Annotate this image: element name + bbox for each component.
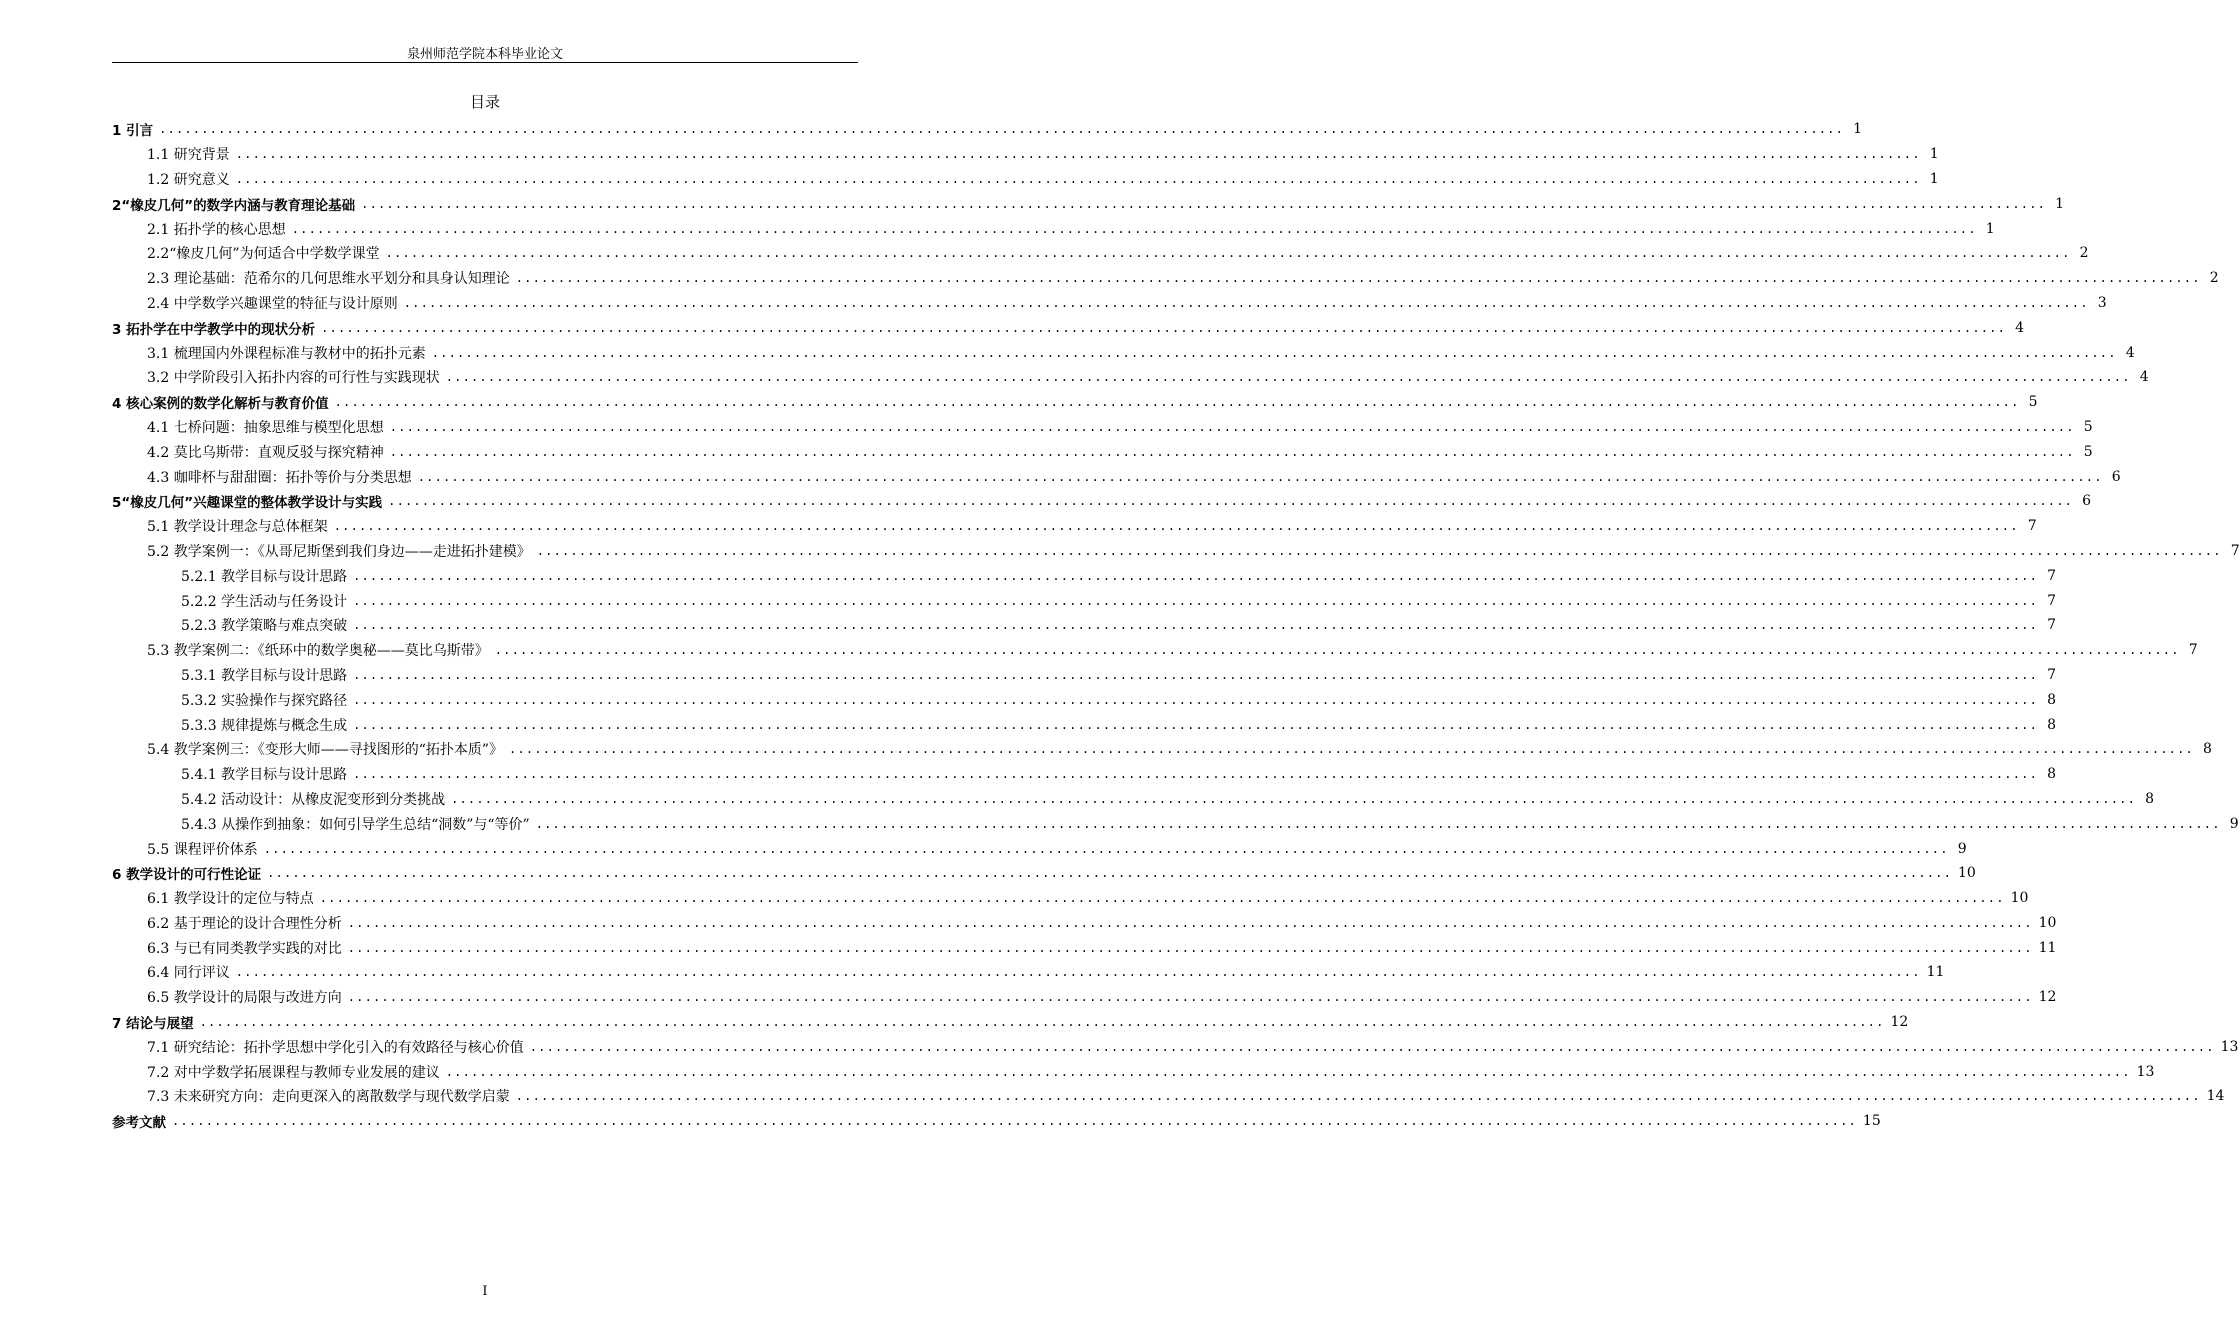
toc-dot-leader: ........................................................................................................................................................................................................	[451, 791, 2136, 806]
toc-entry[interactable]	[112, 439, 2093, 464]
toc-dot-leader: ........................................................................................................................................................................................................	[535, 816, 2221, 831]
toc-entry[interactable]	[112, 811, 2239, 836]
toc-entry-page: 1	[2055, 195, 2065, 212]
toc-entry-label: 5.2.2 学生活动与任务设计	[181, 593, 348, 610]
toc-entry-label: 5“橡皮几何”兴趣课堂的整体教学设计与实践	[112, 495, 383, 512]
toc-dot-leader: ........................................................................................................................................................................................................	[235, 171, 1921, 186]
toc-dot-leader: ........................................................................................................................................................................................................	[445, 370, 2131, 385]
toc-entry-label: 2.3 理论基础：范希尔的几何思维水平划分和具身认知理论	[147, 271, 510, 288]
toc-entry[interactable]	[112, 464, 2121, 489]
toc-entry[interactable]	[112, 365, 2149, 390]
toc-entry-page: 15	[1862, 1113, 1881, 1130]
toc-entry-label: 6.3 与已有同类教学实践的对比	[147, 940, 342, 957]
header-rule	[112, 62, 858, 63]
toc-entry-page: 7	[2047, 592, 2056, 609]
toc-entry-page: 12	[2038, 989, 2057, 1006]
toc-title: 目录	[469, 93, 500, 111]
toc-dot-leader: ........................................................................................................................................................................................................	[353, 568, 2038, 583]
toc-entry-page: 4	[2015, 319, 2025, 336]
toc-dot-leader: ........................................................................................................................................................................................................	[353, 667, 2038, 682]
toc-dot-leader: ........................................................................................................................................................................................................	[333, 519, 2019, 534]
toc-entry-label: 4.3 咖啡杯与甜甜圈：拓扑等价与分类思想	[147, 469, 412, 486]
toc-entry-label: 7.2 对中学数学拓展课程与教师专业发展的建议	[147, 1064, 440, 1081]
toc-entry-page: 13	[2220, 1038, 2239, 1055]
toc-entry-label: 2.1 拓扑学的核心思想	[147, 221, 286, 238]
toc-entry[interactable]	[112, 266, 2219, 291]
toc-entry-page: 1	[1985, 220, 1995, 237]
toc-entry-label: 5.4.1 教学目标与设计思路	[181, 767, 348, 784]
toc-entry-label: 6.5 教学设计的局限与改进方向	[147, 990, 342, 1007]
toc-entry-label: 6.4 同行评议	[147, 965, 230, 982]
toc-entry-label: 5.5 课程评价体系	[147, 841, 258, 858]
toc-dot-leader: ........................................................................................................................................................................................................	[347, 915, 2033, 930]
toc-entry[interactable]	[112, 911, 2057, 936]
toc-entry-page: 7	[2230, 542, 2240, 559]
toc-dot-leader: ........................................................................................................................................................................................................	[353, 593, 2038, 608]
table-of-contents	[112, 117, 2240, 1134]
toc-entry-label: 6.1 教学设计的定位与特点	[147, 891, 314, 908]
toc-dot-leader: ........................................................................................................................................................................................................	[321, 320, 2007, 335]
toc-entry-page: 7	[2027, 518, 2037, 535]
toc-dot-leader: ........................................................................................................................................................................................................	[267, 866, 1953, 881]
toc-entry[interactable]	[112, 613, 2056, 638]
toc-entry-page: 9	[2229, 815, 2239, 832]
toc-entry-page: 2	[2079, 245, 2089, 262]
toc-entry-page: 4	[2139, 369, 2149, 386]
toc-entry-label: 7.1 研究结论：拓扑学思想中学化引入的有效路径与核心价值	[147, 1039, 524, 1056]
toc-entry-page: 11	[2038, 939, 2057, 956]
toc-entry[interactable]	[112, 117, 1863, 142]
toc-entry[interactable]	[112, 836, 1967, 861]
toc-dot-leader: ........................................................................................................................................................................................................	[347, 990, 2033, 1005]
toc-entry[interactable]	[112, 539, 2240, 564]
toc-entry[interactable]	[112, 390, 2038, 415]
toc-entry[interactable]	[112, 960, 1945, 985]
toc-entry[interactable]	[112, 762, 2056, 787]
toc-dot-leader: ........................................................................................................................................................................................................	[319, 891, 2005, 906]
toc-dot-leader: ........................................................................................................................................................................................................	[263, 841, 1949, 856]
toc-entry-page: 6	[2111, 468, 2121, 485]
toc-entry[interactable]	[112, 1109, 1881, 1134]
toc-entry-label: 7 结论与展望	[112, 1016, 194, 1033]
toc-entry[interactable]	[112, 191, 2065, 216]
toc-entry[interactable]	[112, 167, 1939, 192]
toc-dot-leader: ........................................................................................................................................................................................................	[509, 742, 2194, 757]
toc-entry-label: 4 核心案例的数学化解析与教育价值	[112, 396, 329, 413]
toc-entry-label: 5.4.2 活动设计：从橡皮泥变形到分类挑战	[181, 791, 446, 808]
toc-entry-label: 参考文献	[112, 1115, 166, 1132]
toc-entry[interactable]	[112, 687, 2056, 712]
toc-entry[interactable]	[112, 588, 2056, 613]
toc-dot-leader: ........................................................................................................................................................................................................	[347, 940, 2033, 955]
toc-entry[interactable]	[112, 1084, 2225, 1109]
toc-entry-label: 5.2.1 教学目标与设计思路	[181, 568, 348, 585]
toc-entry[interactable]	[112, 787, 2154, 812]
toc-entry-label: 4.1 七桥问题：抽象思维与模型化思想	[147, 419, 384, 436]
toc-dot-leader: ........................................................................................................................................................................................................	[353, 717, 2038, 732]
page-number: I	[482, 1284, 488, 1299]
toc-dot-leader: ........................................................................................................................................................................................................	[388, 494, 2074, 509]
toc-dot-leader: ........................................................................................................................................................................................................	[445, 1064, 2131, 1079]
toc-entry[interactable]	[112, 514, 2037, 539]
toc-entry[interactable]	[112, 142, 1939, 167]
toc-entry-page: 1	[1929, 146, 1939, 163]
toc-dot-leader: ........................................................................................................................................................................................................	[199, 1015, 1885, 1030]
toc-entry-label: 7.3 未来研究方向：走向更深入的离散数学与现代数学启蒙	[147, 1089, 510, 1106]
toc-entry-label: 5.4.3 从操作到抽象：如何引导学生总结“洞数”与“等价”	[181, 816, 530, 833]
toc-entry[interactable]	[112, 1010, 1909, 1035]
toc-entry-label: 2.4 中学数学兴趣课堂的特征与设计原则	[147, 295, 398, 312]
toc-entry-page: 8	[2047, 691, 2056, 708]
toc-entry-page: 6	[2082, 493, 2092, 510]
toc-dot-leader: ........................................................................................................................................................................................................	[389, 444, 2075, 459]
toc-dot-leader: ........................................................................................................................................................................................................	[494, 643, 2180, 658]
toc-entry-page: 5	[2083, 418, 2093, 435]
toc-entry[interactable]	[112, 886, 2029, 911]
toc-entry-page: 7	[2047, 567, 2056, 584]
toc-dot-leader: ........................................................................................................................................................................................................	[515, 1089, 2201, 1104]
toc-entry[interactable]	[112, 315, 2025, 340]
toc-entry-page: 14	[2206, 1088, 2225, 1105]
toc-entry-page: 13	[2136, 1063, 2155, 1080]
toc-entry-label: 6.2 基于理论的设计合理性分析	[147, 915, 342, 932]
toc-dot-leader: ........................................................................................................................................................................................................	[159, 122, 1845, 137]
toc-dot-leader: ........................................................................................................................................................................................................	[529, 1039, 2215, 1054]
toc-entry[interactable]	[112, 291, 2107, 316]
toc-dot-leader: ........................................................................................................................................................................................................	[334, 395, 2020, 410]
toc-entry[interactable]	[112, 216, 1995, 241]
toc-entry-page: 7	[2047, 666, 2056, 683]
toc-entry-label: 5.4 教学案例三：《变形大师——寻找图形的“拓扑本质”》	[147, 742, 504, 759]
toc-entry-page: 1	[1929, 170, 1939, 187]
toc-dot-leader: ........................................................................................................................................................................................................	[353, 692, 2038, 707]
toc-dot-leader: ........................................................................................................................................................................................................	[353, 618, 2038, 633]
toc-dot-leader: ........................................................................................................................................................................................................	[536, 543, 2222, 558]
toc-entry-page: 11	[1926, 964, 1945, 981]
toc-entry[interactable]	[112, 563, 2056, 588]
toc-entry-page: 1	[1853, 121, 1863, 138]
toc-dot-leader: ........................................................................................................................................................................................................	[291, 221, 1977, 236]
toc-dot-leader: ........................................................................................................................................................................................................	[361, 196, 2047, 211]
toc-dot-leader: ........................................................................................................................................................................................................	[515, 271, 2201, 286]
toc-entry[interactable]	[112, 340, 2135, 365]
toc-dot-leader: ........................................................................................................................................................................................................	[235, 147, 1921, 162]
toc-entry-label: 6 教学设计的可行性论证	[112, 867, 262, 884]
toc-entry-label: 5.2.3 教学策略与难点突破	[181, 618, 348, 635]
toc-entry-page: 10	[2010, 890, 2029, 907]
toc-entry-label: 5.3.1 教学目标与设计思路	[181, 667, 348, 684]
toc-entry[interactable]	[112, 663, 2056, 688]
toc-entry-page: 10	[1958, 865, 1976, 882]
toc-entry[interactable]	[112, 1034, 2239, 1059]
page-header: 泉州师范学院本科毕业论文	[406, 47, 563, 62]
toc-entry-page: 7	[2047, 617, 2056, 634]
toc-dot-leader: ........................................................................................................................................................................................................	[353, 767, 2038, 782]
toc-entry-label: 2“橡皮几何”的数学内涵与教育理论基础	[112, 197, 356, 214]
toc-entry[interactable]	[112, 489, 2092, 514]
toc-entry-page: 9	[1957, 840, 1967, 857]
toc-entry[interactable]	[112, 241, 2089, 266]
toc-entry[interactable]	[112, 985, 2057, 1010]
toc-entry-page: 5	[2083, 443, 2093, 460]
toc-entry-label: 5.3 教学案例二：《纸环中的数学奥秘——莫比乌斯带》	[147, 643, 489, 660]
toc-dot-leader: ........................................................................................................................................................................................................	[403, 295, 2089, 310]
toc-entry-page: 8	[2203, 741, 2212, 758]
toc-entry[interactable]	[112, 415, 2093, 440]
toc-entry-page: 8	[2047, 716, 2056, 733]
toc-dot-leader: ........................................................................................................................................................................................................	[235, 965, 1921, 980]
toc-entry-page: 5	[2028, 394, 2038, 411]
toc-entry[interactable]	[112, 712, 2056, 737]
toc-entry[interactable]	[112, 737, 2212, 762]
toc-entry[interactable]	[112, 638, 2198, 663]
toc-entry-label: 5.3.2 实验操作与探究路径	[181, 692, 348, 709]
toc-entry-page: 7	[2188, 642, 2198, 659]
toc-dot-leader: ........................................................................................................................................................................................................	[172, 1114, 1857, 1129]
toc-entry-page: 2	[2209, 270, 2219, 287]
toc-entry-page: 12	[1890, 1014, 1909, 1031]
toc-dot-leader: ........................................................................................................................................................................................................	[389, 419, 2075, 434]
toc-dot-leader: ........................................................................................................................................................................................................	[385, 246, 2071, 261]
toc-entry-label: 3.1 梳理国内外课程标准与教材中的拓扑元素	[147, 345, 426, 362]
toc-entry-page: 4	[2125, 344, 2135, 361]
toc-entry-page: 10	[2038, 914, 2057, 931]
toc-entry-label: 2.2“橡皮几何”为何适合中学数学课堂	[147, 246, 380, 263]
toc-entry-page: 3	[2097, 294, 2107, 311]
toc-entry-label: 3.2 中学阶段引入拓扑内容的可行性与实践现状	[147, 370, 440, 387]
toc-entry-label: 1 引言	[112, 123, 154, 140]
toc-entry[interactable]	[112, 861, 1976, 886]
toc-entry-label: 5.1 教学设计理念与总体框架	[147, 519, 328, 536]
toc-entry[interactable]	[112, 935, 2057, 960]
toc-entry-label: 4.2 莫比乌斯带：直观反驳与探究精神	[147, 444, 384, 461]
toc-entry-label: 1.2 研究意义	[147, 171, 230, 188]
toc-entry-page: 8	[2145, 790, 2154, 807]
toc-entry[interactable]	[112, 1059, 2155, 1084]
toc-entry-label: 5.3.3 规律提炼与概念生成	[181, 717, 348, 734]
toc-entry-page: 8	[2047, 766, 2056, 783]
toc-dot-leader: ........................................................................................................................................................................................................	[417, 469, 2103, 484]
toc-entry-label: 3 拓扑学在中学教学中的现状分析	[112, 321, 316, 338]
toc-entry-label: 1.1 研究背景	[147, 147, 230, 164]
toc-dot-leader: ........................................................................................................................................................................................................	[431, 345, 2117, 360]
toc-entry-label: 5.2 教学案例一：《从哥尼斯堡到我们身边——走进拓扑建模》	[147, 543, 531, 560]
